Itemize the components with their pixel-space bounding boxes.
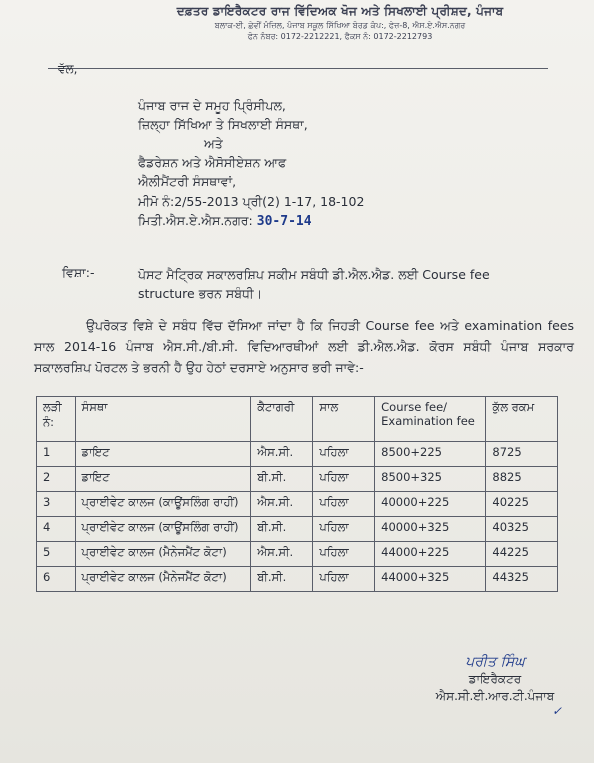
addressee-block	[138, 96, 308, 191]
cell-category: ਬੀ.ਸੀ.	[251, 467, 313, 492]
cell-institution: ਪ੍ਰਾਈਵੇਟ ਕਾਲਜ (ਕਾਊਂਸਲਿੰਗ ਰਾਹੀਂ)	[75, 517, 251, 542]
to-label: ਵੱਲ,	[58, 62, 78, 76]
cell-year: ਪਹਿਲਾ	[313, 542, 375, 567]
signatory-org: ਐਸ.ਸੀ.ਈ.ਆਰ.ਟੀ.ਪੰਜਾਬ	[435, 689, 555, 703]
table-row	[37, 517, 558, 542]
cell-category: ਬੀ.ਸੀ.	[251, 517, 313, 542]
cell-year: ਪਹਿਲਾ	[313, 567, 375, 592]
header-institution: ਸੰਸਥਾ	[75, 397, 251, 442]
cell-sr: 4	[37, 517, 76, 542]
cell-year: ਪਹਿਲਾ	[313, 442, 375, 467]
memo-block	[138, 192, 364, 231]
handwritten-signature: ਪਰੀਤ ਸਿੰਘ	[465, 654, 525, 670]
table-row	[37, 567, 558, 592]
addressee-line: ਜ਼ਿਲ੍ਹਾ ਸਿੱਖਿਆ ਤੇ ਸਿਖਲਾਈ ਸੰਸਥਾ,	[138, 117, 308, 132]
cell-year: ਪਹਿਲਾ	[313, 517, 375, 542]
memo-date-line	[138, 211, 364, 231]
cell-institution: ਪ੍ਰਾਈਵੇਟ ਕਾਲਜ (ਮੈਨੇਜਮੈਂਟ ਕੋਟਾ)	[75, 542, 251, 567]
cell-institution: ਪ੍ਰਾਈਵੇਟ ਕਾਲਜ (ਕਾਊਂਸਲਿੰਗ ਰਾਹੀਂ)	[75, 492, 251, 517]
body-text: ਉਪਰੋਕਤ ਵਿਸ਼ੇ ਦੇ ਸਬੰਧ ਵਿੱਚ ਦੱਸਿਆ ਜਾਂਦਾ ਹੈ ਕਿ ਜਿਹੜੀ Course fee ਅਤੇ examination fees ਸਾਲ 2014-16 ਪੰਜਾਬ ਐਸ.ਸੀ./ਬੀ.ਸੀ. ਵਿਦਿਆਰਥੀਆਂ ਲਈ ਡੀ.ਐਲ.ਐਡ. ਕੋਰਸ ਸਬੰਧੀ ਪੰਜਾਬ ਸਰਕਾਰ ਸਕਾਲਰਸ਼ਿਪ ਪੋਰਟਲ ਤੇ ਭਰਨੀ ਹੈ ਉਹ ਹੇਠਾਂ ਦਰਸਾਏ ਅਨੁਸਾਰ ਭਰੀ ਜਾਵੇ:-	[34, 318, 574, 375]
addressee-line: ਅਤੇ	[204, 136, 223, 151]
cell-total: 8725	[486, 442, 558, 467]
header-total: ਕੁੱਲ ਰਕਮ	[486, 397, 558, 442]
letterhead-divider	[48, 68, 548, 69]
cell-sr: 3	[37, 492, 76, 517]
signature-block	[420, 654, 570, 705]
table-row	[37, 442, 558, 467]
table-row	[37, 542, 558, 567]
cell-fee: 44000+325	[375, 567, 486, 592]
memo-date-prefix: ਮਿਤੀ.ਐਸ.ਏ.ਐਸ.ਨਗਰ:	[138, 213, 253, 228]
cell-category: ਬੀ.ਸੀ.	[251, 567, 313, 592]
cell-fee: 40000+225	[375, 492, 486, 517]
letterhead-address: ਬਲਾਕ-ਈ, ਛੇਵੀਂ ਮੰਜ਼ਿਲ, ਪੰਜਾਬ ਸਕੂਲ ਸਿੱਖਿਆ ਬੋਰਡ ਕੰਪ:, ਫੇਜ਼-8, ਐਸ.ਏ.ਐਸ.ਨਗਰ	[214, 21, 466, 30]
cell-sr: 1	[37, 442, 76, 467]
header-year: ਸਾਲ	[313, 397, 375, 442]
cell-fee: 44000+225	[375, 542, 486, 567]
table-row	[37, 492, 558, 517]
cell-total: 40225	[486, 492, 558, 517]
initial-mark: ✓	[552, 704, 563, 718]
header-fee: Course fee/ Examination fee	[375, 397, 486, 442]
letterhead	[100, 4, 580, 42]
addressee-line: ਐਲੀਮੈਂਟਰੀ ਸੰਸਥਾਵਾਂ,	[138, 174, 237, 189]
cell-total: 40325	[486, 517, 558, 542]
cell-category: ਐਸ.ਸੀ.	[251, 542, 313, 567]
cell-total: 8825	[486, 467, 558, 492]
cell-institution: ਡਾਇਟ	[75, 467, 251, 492]
memo-date-handwritten: 30-7-14	[256, 214, 312, 229]
cell-year: ਪਹਿਲਾ	[313, 467, 375, 492]
letterhead-contact: ਫੋਨ ਨੰਬਰ: 0172-2212221, ਫੈਕਸ ਨੰ: 0172-2212793	[247, 32, 433, 41]
cell-year: ਪਹਿਲਾ	[313, 492, 375, 517]
subject-text: ਪੋਸਟ ਮੈਟ੍ਰਿਕ ਸਕਾਲਰਸ਼ਿਪ ਸਕੀਮ ਸਬੰਧੀ ਡੀ.ਐਲ.ਐਡ. ਲਈ Course fee structure ਭਰਨ ਸਬੰਧੀ।	[138, 267, 490, 301]
cell-category: ਐਸ.ਸੀ.	[251, 492, 313, 517]
table-row	[37, 467, 558, 492]
cell-institution: ਪ੍ਰਾਈਵੇਟ ਕਾਲਜ (ਮੈਨੇਜਮੈਂਟ ਕੋਟਾ)	[75, 567, 251, 592]
header-category: ਕੈਟਾਗਰੀ	[251, 397, 313, 442]
header-sr: ਲੜੀ ਨੰ:	[37, 397, 76, 442]
body-paragraph	[34, 315, 574, 378]
cell-total: 44225	[486, 542, 558, 567]
cell-sr: 5	[37, 542, 76, 567]
signatory-title: ਡਾਇਰੈਕਟਰ	[468, 672, 522, 686]
cell-sr: 6	[37, 567, 76, 592]
cell-fee: 8500+225	[375, 442, 486, 467]
letterhead-title: ਦਫ਼ਤਰ ਡਾਇਰੈਕਟਰ ਰਾਜ ਵਿੱਦਿਅਕ ਖੋਜ ਅਤੇ ਸਿਖਲਾਈ ਪ੍ਰੀਸ਼ਦ, ਪੰਜਾਬ	[176, 4, 504, 18]
cell-fee: 8500+325	[375, 467, 486, 492]
cell-category: ਐਸ.ਸੀ.	[251, 442, 313, 467]
addressee-line: ਪੰਜਾਬ ਰਾਜ ਦੇ ਸਮੂਹ ਪ੍ਰਿੰਸੀਪਲ,	[138, 98, 286, 113]
cell-total: 44325	[486, 567, 558, 592]
memo-number: ਮੀਮੋ ਨੰ:2/55-2013 ਪ੍ਰੀ(2) 1-17, 18-102	[138, 194, 365, 209]
fee-table	[36, 396, 558, 592]
addressee-line: ਫੈਡਰੇਸ਼ਨ ਅਤੇ ਐਸੋਸੀਏਸ਼ਨ ਆਫ	[138, 155, 287, 170]
cell-fee: 40000+325	[375, 517, 486, 542]
subject-label: ਵਿਸ਼ਾ:-	[62, 265, 95, 280]
table-header-row	[37, 397, 558, 442]
cell-sr: 2	[37, 467, 76, 492]
cell-institution: ਡਾਇਟ	[75, 442, 251, 467]
